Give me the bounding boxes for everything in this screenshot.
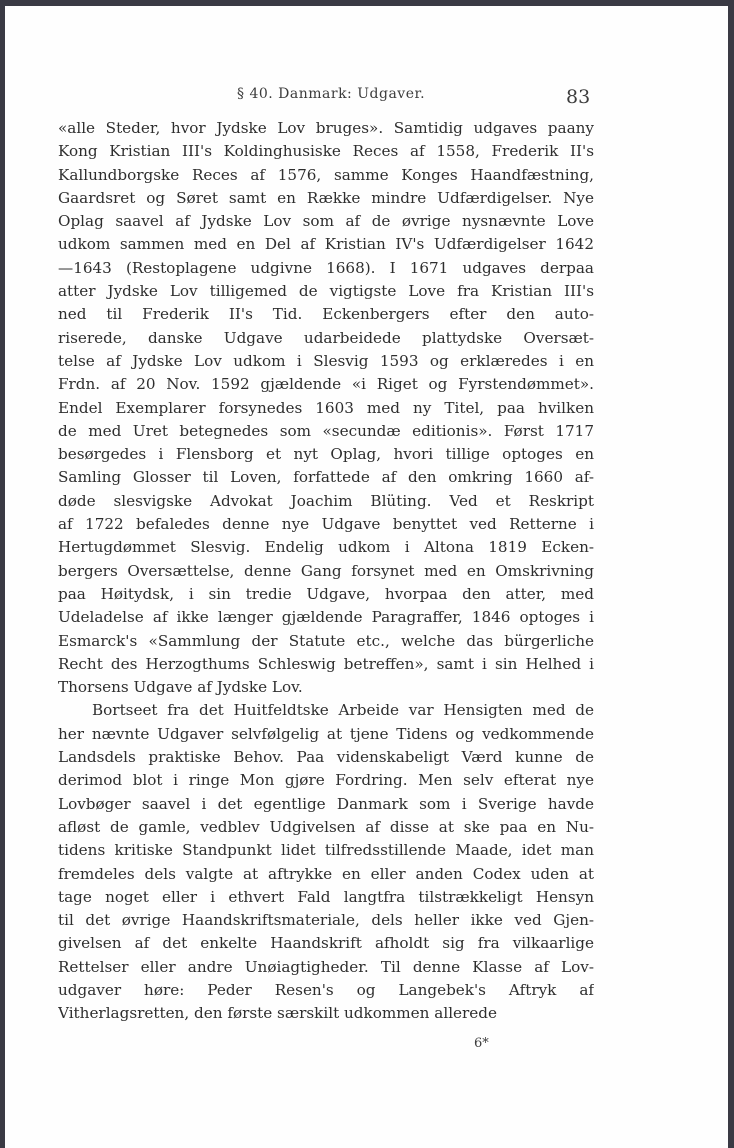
text-line: «alle Steder, hvor Jydske Lov bruges». Samtidig udgaves paany bbox=[58, 119, 594, 137]
text-line: Hertugdømmet Slesvig. Endelig udkom i Altona 1819 Ecken- bbox=[58, 538, 594, 557]
text-line: Landsdels praktiske Behov. Paa videnskabeligt Værd kunne de bbox=[58, 748, 594, 767]
text-line: —1643 (Restoplagene udgivne 1668). I 1671 udgaves derpaa bbox=[58, 258, 594, 277]
paragraph bbox=[58, 699, 594, 1025]
text-line: Kallundborgske Reces af 1576, samme Konges Haandfæstning, bbox=[58, 165, 594, 184]
text-line: de med Uret betegnedes som «secundæ editionis». Først 1717 bbox=[58, 421, 594, 440]
scan-edge-top bbox=[0, 0, 734, 6]
text-line: af 1722 befaledes denne nye Udgave benyttet ved Retterne i bbox=[58, 515, 594, 534]
text-line: til det øvrige Haandskriftsmateriale, dels heller ikke ved Gjen- bbox=[58, 911, 594, 930]
signature-mark: 6* bbox=[474, 1036, 489, 1051]
text-line: derimod blot i ringe Mon gjøre Fordring. Men selv efterat nye bbox=[58, 771, 594, 790]
text-line: telse af Jydske Lov udkom i Slesvig 1593 og erklæredes i en bbox=[58, 351, 594, 370]
text-line: afløst de gamle, vedblev Udgivelsen af disse at ske paa en Nu- bbox=[58, 817, 594, 836]
text-line: besørgedes i Flensborg et nyt Oplag, hvori tillige optoges en bbox=[58, 445, 594, 464]
text-line: Bortseet fra det Huitfeldtske Arbeide var Hensigten med de bbox=[92, 701, 594, 720]
text-line: Endel Exemplarer forsynedes 1603 med ny Titel, paa hvilken bbox=[58, 398, 594, 417]
text-line: Frdn. af 20 Nov. 1592 gjældende «i Riget og Fyrstendømmet». bbox=[58, 375, 594, 394]
text-line: ned til Frederik II's Tid. Eckenbergers efter den auto- bbox=[58, 305, 594, 324]
scan-edge-right bbox=[728, 0, 734, 1148]
text-line: tage noget eller i ethvert Fald langtfra tilstrækkeligt Hensyn bbox=[58, 887, 594, 906]
text-line: Udeladelse af ikke længer gjældende Paragraffer, 1846 optoges i bbox=[58, 608, 594, 627]
text-line: givelsen af det enkelte Haandskrift afholdt sig fra vilkaarlige bbox=[58, 934, 594, 953]
text-line: Lovbøger saavel i det egentlige Danmark som i Sverige havde bbox=[58, 794, 594, 813]
text-line: Samling Glosser til Loven, forfattede af den omkring 1660 af- bbox=[58, 468, 594, 487]
paragraph bbox=[58, 117, 594, 699]
page-header bbox=[0, 82, 734, 112]
text-line: Vitherlagsretten, den første særskilt udkommen allerede bbox=[58, 1004, 497, 1023]
scan-edge-left bbox=[0, 0, 5, 1148]
running-head: § 40. Danmark: Udgaver. bbox=[237, 86, 426, 102]
text-line: Esmarck's «Sammlung der Statute etc., welche das bürgerliche bbox=[58, 631, 594, 650]
text-line: bergers Oversættelse, denne Gang forsynet med en Omskrivning bbox=[58, 561, 594, 580]
text-line: Recht des Herzogthums Schleswig betreffen», samt i sin Helhed i bbox=[58, 654, 594, 673]
text-line: tidens kritiske Standpunkt lidet tilfredsstillende Maade, idet man bbox=[58, 841, 594, 860]
text-line: Rettelser eller andre Unøiagtigheder. Til denne Klasse af Lov- bbox=[58, 957, 594, 976]
text-line: Oplag saavel af Jydske Lov som af de øvrige nysnævnte Love bbox=[58, 212, 594, 231]
body-text bbox=[58, 117, 594, 1026]
text-line: Kong Kristian III's Koldinghusiske Reces af 1558, Frederik II's bbox=[58, 142, 594, 161]
text-line: her nævnte Udgaver selvfølgelig at tjene Tidens og vedkommende bbox=[58, 724, 594, 743]
text-line: udkom sammen med en Del af Kristian IV's Udfærdigelser 1642 bbox=[58, 235, 594, 254]
text-line: udgaver høre: Peder Resen's og Langebek's Aftryk af bbox=[58, 980, 594, 999]
text-line: døde slesvigske Advokat Joachim Blüting. Ved et Reskript bbox=[58, 491, 594, 510]
text-line: riserede, danske Udgave udarbeidede plattydske Oversæt- bbox=[58, 328, 594, 347]
page-number: 83 bbox=[566, 86, 591, 108]
text-line: Gaardsret og Søret samt en Række mindre Udfærdigelser. Nye bbox=[58, 188, 594, 207]
text-line: fremdeles dels valgte at aftrykke en eller anden Codex uden at bbox=[58, 864, 594, 883]
text-line: Thorsens Udgave af Jydske Lov. bbox=[58, 678, 303, 697]
text-line: paa Høitydsk, i sin tredie Udgave, hvorpaa den atter, med bbox=[58, 584, 594, 603]
text-line: atter Jydske Lov tilligemed de vigtigste Love fra Kristian III's bbox=[58, 282, 594, 301]
